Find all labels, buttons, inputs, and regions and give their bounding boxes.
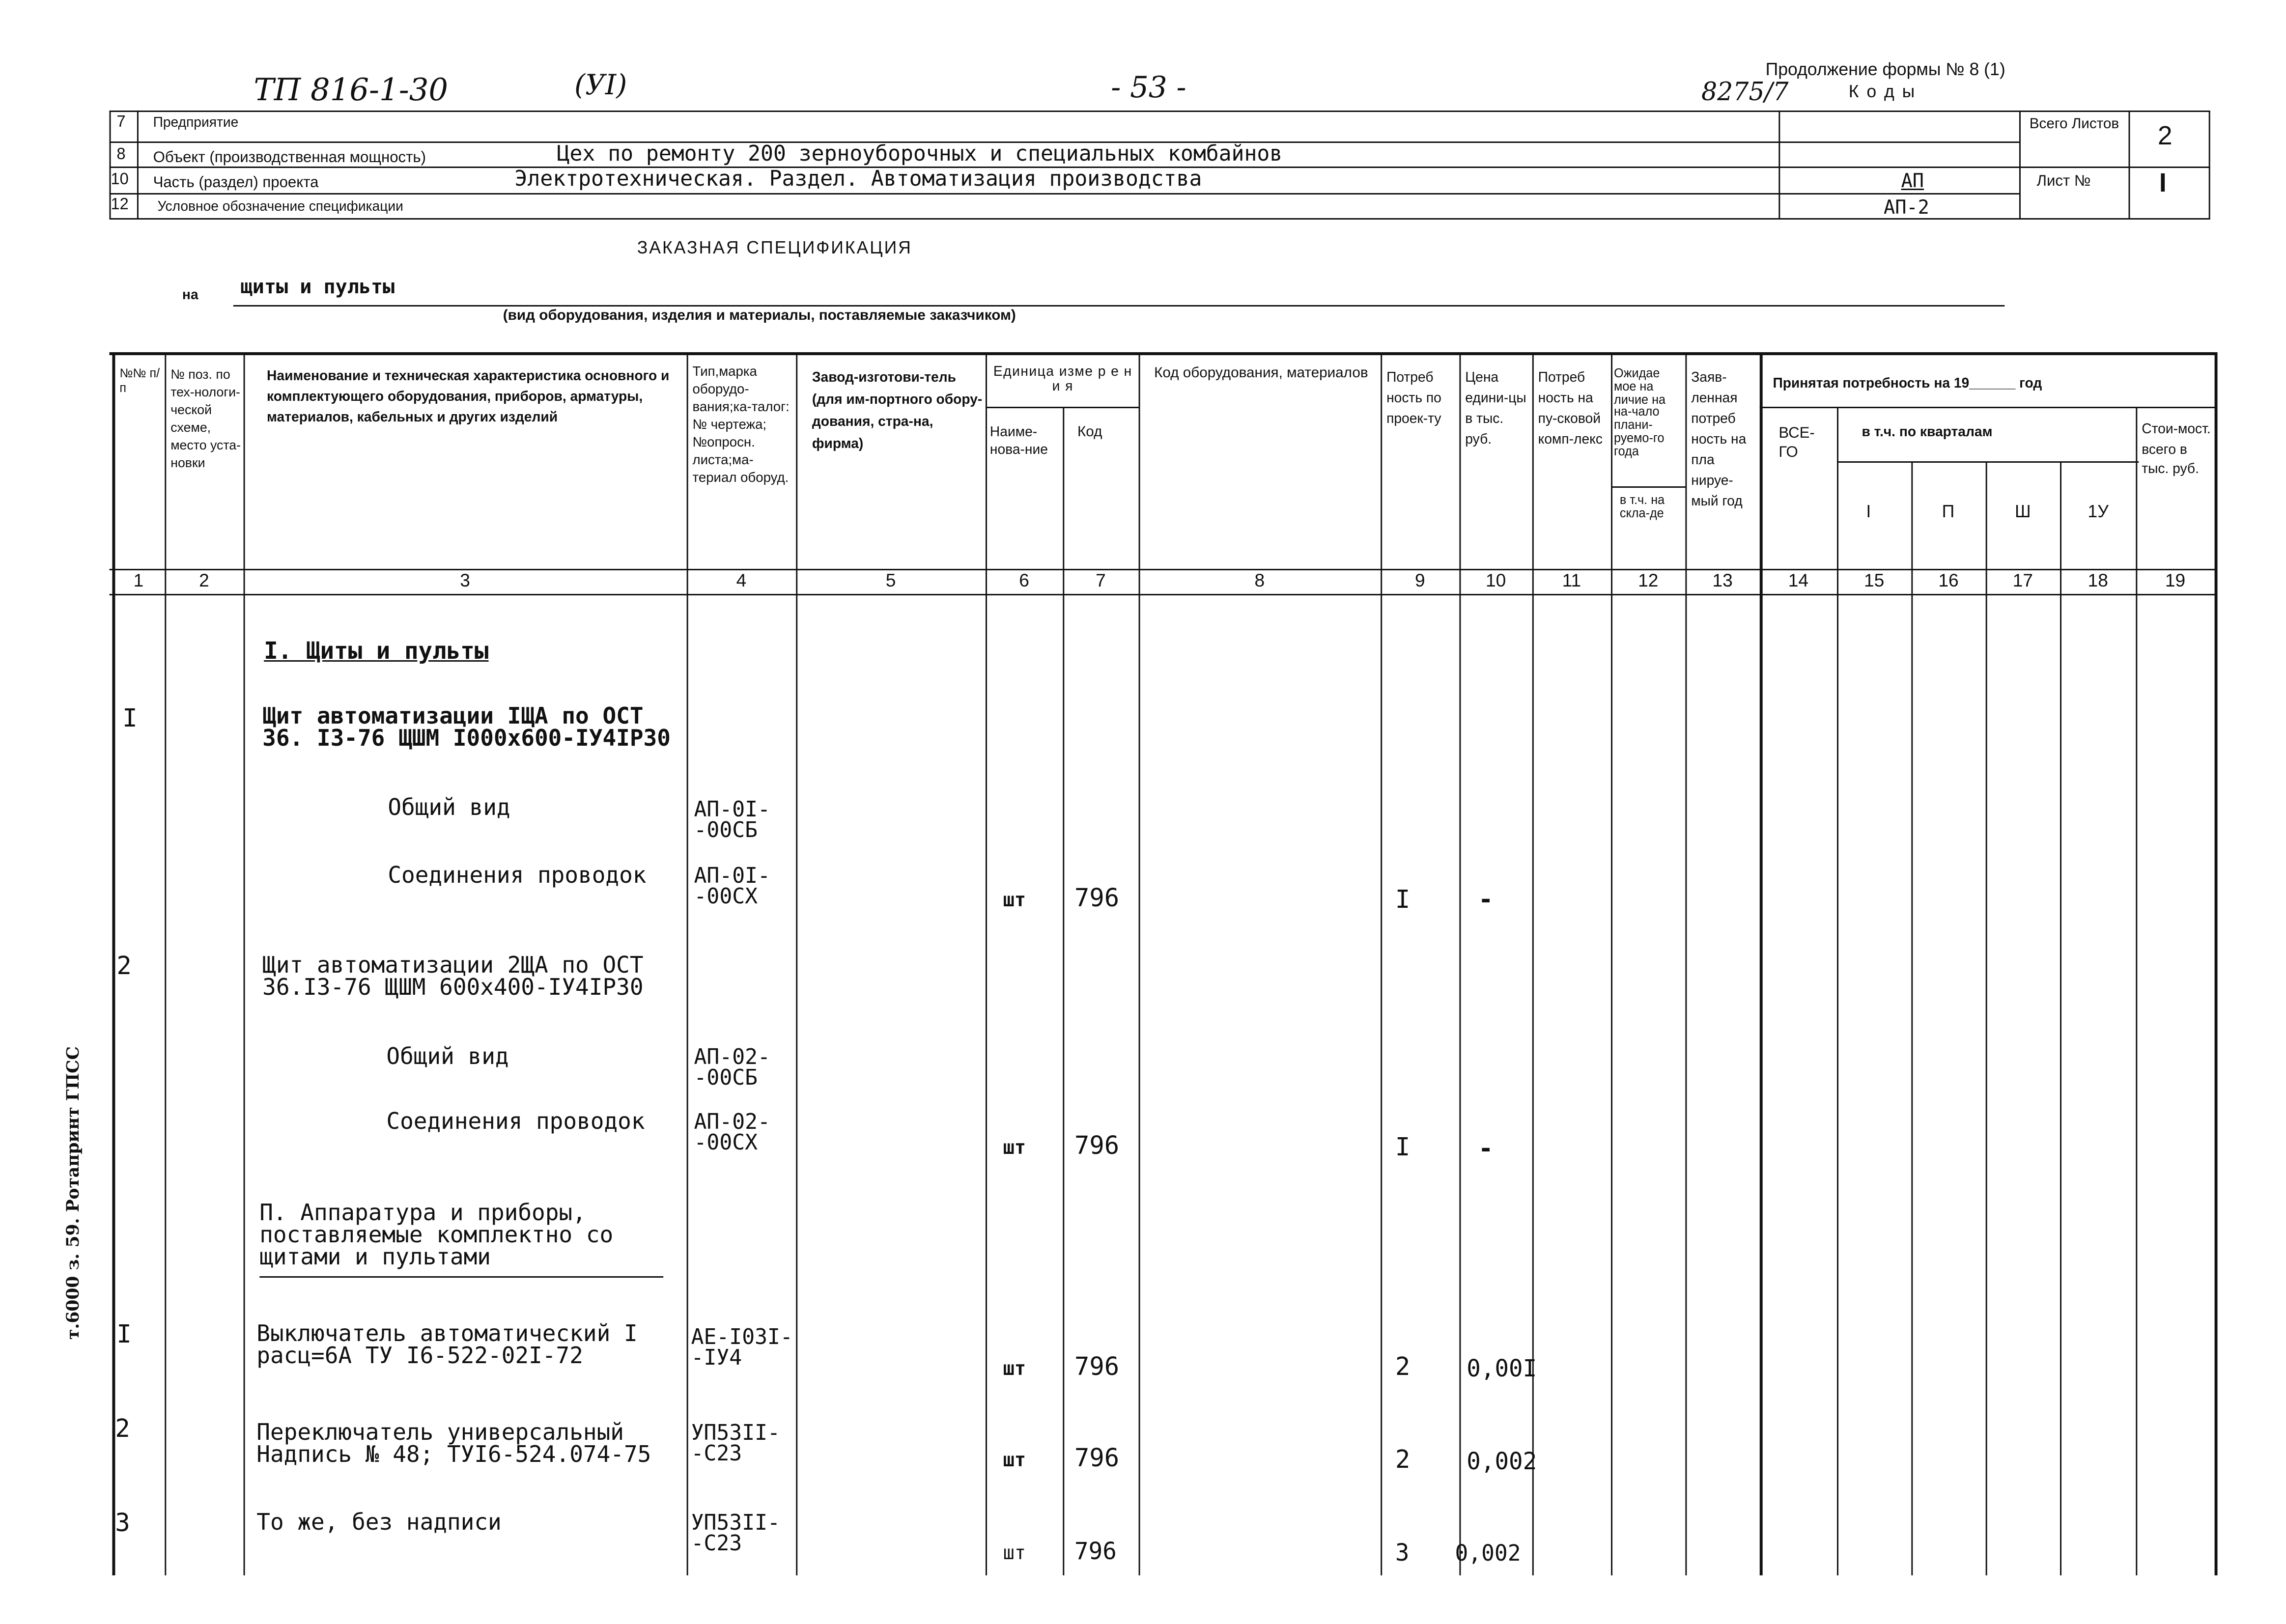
spec-subtitle: (вид оборудования, изделия и материалы, поставляемые заказчиком) [503, 308, 1016, 324]
sheet-number-value: I [2159, 168, 2167, 197]
item-name: Щит автоматизации IЩА по ОСТ 36. I3-76 ЩШМ I000x600-IУ4IP30 [262, 703, 671, 752]
demand-qty: I [1395, 886, 1411, 915]
col-header-unit-code: Код [1077, 424, 1102, 441]
total-sheets-value: 2 [2157, 121, 2173, 150]
code-spec: АП-2 [1883, 197, 1929, 220]
column-number: 9 [1414, 570, 1425, 591]
item-type: АП-0I- -00СБ [694, 799, 770, 843]
column-number: 17 [2012, 570, 2033, 591]
col-header-type: Тип,марка оборудо-вания;ка-талог: № чертежа; №опросн. листа;ма-териал оборуд. [692, 364, 790, 485]
volume-label: (УI) [574, 69, 627, 102]
column-number: 16 [1938, 570, 1959, 591]
sheet-number-label: Лист № [2036, 172, 2091, 190]
inventory-number: 8275/7 [1701, 78, 1789, 108]
item-subname: Общий вид [388, 794, 510, 821]
col-header-equipment-code: Код оборудования, материалов [1154, 365, 1368, 382]
enterprise-label: Предприятие [153, 115, 239, 131]
item-type: АП-0I- -00СХ [694, 865, 770, 909]
item-name: Выключатель автоматический I расц=6А ТУ I6-522-02I-72 [256, 1320, 638, 1369]
project-part-label: Часть (раздел) проекта [153, 174, 319, 192]
title-row-num: 8 [116, 146, 126, 164]
item-type: УП53II- -С23 [691, 1422, 780, 1466]
col-header-demand: Потреб ность по проек-ту [1386, 370, 1441, 427]
title-row-num: 7 [116, 113, 126, 131]
row-number: I [122, 704, 138, 734]
page-number: - 53 - [1111, 69, 1186, 105]
unit-name: шт [1003, 1543, 1026, 1565]
column-number: 7 [1096, 570, 1106, 591]
col-header-unit: Единица изме р е н и я [993, 364, 1132, 395]
column-number: 1 [133, 570, 144, 591]
unit-name: шт [1003, 1450, 1026, 1472]
row-number: 2 [115, 1415, 130, 1444]
col-header-in-warehouse: в т.ч. на скла-де [1619, 492, 1665, 520]
object-label: Объект (производственная мощность) [153, 149, 426, 167]
object-value: Цех по ремонту 200 зерноуборочных и специальных комбайнов [557, 143, 1283, 167]
col-header-q1: I [1866, 501, 1871, 522]
col-header-by-quarters: в т.ч. по кварталам [1862, 424, 1993, 441]
column-number: 13 [1712, 570, 1733, 591]
col-header-price: Цена едини-цы в тыс. руб. [1465, 370, 1526, 448]
col-header-position: № поз. по тех-нологи-ческой схеме, место уста-новки [170, 367, 241, 470]
section-heading: I. Щиты и пульты [264, 637, 489, 665]
col-header-cost: Стои-мост. всего в тыс. руб. [2142, 421, 2211, 477]
col-header-total: ВСЕ-ГО [1778, 424, 1815, 461]
col-header-q2: П [1942, 501, 1955, 522]
unit-price: 0,002 [1467, 1447, 1537, 1475]
col-header-expected-stock: Ожидае мое на личие на на-чало плани-руемо-го года [1613, 365, 1666, 458]
spec-equipment-type: щиты и пульты [240, 276, 395, 299]
column-number: 12 [1638, 570, 1659, 591]
unit-name: шт [1003, 1138, 1026, 1160]
col-header-startup-demand: Потреб ность на пу-сковой комп-лекс [1538, 370, 1603, 448]
item-subname: Общий вид [386, 1043, 509, 1070]
item-name: Переключатель универсальный Надпись № 48; ТУI6-524.074-75 [256, 1419, 651, 1468]
row-number: 2 [116, 952, 132, 981]
continuation-label: Продолжение формы № 8 (1) [1765, 59, 2005, 80]
col-header-accepted-demand: Принятая потребность на 19______ год [1773, 376, 2042, 392]
unit-code: 796 [1074, 1353, 1120, 1382]
unit-code: 796 [1074, 884, 1120, 914]
column-number: 4 [736, 570, 747, 591]
unit-price: - [1478, 1135, 1494, 1164]
column-number: 18 [2088, 570, 2108, 591]
column-number: 8 [1254, 570, 1265, 591]
side-stamp: т.6000 з. 59. Ротапринт ГПСС [62, 1046, 84, 1340]
column-number: 3 [460, 570, 470, 591]
item-type: АП-02- -00СБ [694, 1046, 770, 1091]
row-number: 3 [115, 1509, 130, 1539]
title-row-num: 12 [111, 196, 129, 214]
section-heading: П. Аппаратура и приборы, поставляемые комплектно со щитами и пультами [259, 1200, 614, 1270]
column-number: 5 [885, 570, 896, 591]
col-header-q4: 1У [2088, 501, 2109, 522]
unit-code: 796 [1074, 1444, 1120, 1474]
col-header-declared-demand: Заяв-ленная потреб ность на пла нируе-мый год [1691, 370, 1747, 510]
column-number: 11 [1562, 570, 1581, 591]
column-number: 2 [199, 570, 209, 591]
col-header-name: Наименование и техническая характеристика основного и комплектующего оборудования, приборов, арматуры, материалов, кабельных и других изделий [267, 368, 670, 426]
col-header-num: №№ п/п [119, 365, 160, 395]
unit-name: шт [1003, 1359, 1026, 1381]
spec-designation-label: Условное обозначение спецификации [157, 199, 403, 215]
project-part-value: Электротехническая. Раздел. Автоматизация производства [514, 168, 1202, 192]
item-name: Щит автоматизации 2ЩА по ОСТ 36.I3-76 ЩШМ 600x400-IУ4IP30 [262, 952, 644, 1001]
item-type: УП53II- -С23 [691, 1512, 780, 1556]
column-number: 15 [1864, 570, 1885, 591]
item-subname: Соединения проводок [386, 1108, 645, 1135]
demand-qty: I [1395, 1133, 1411, 1163]
codes-label: К о д ы [1848, 81, 1917, 102]
spec-title: ЗАКАЗНАЯ СПЕЦИФИКАЦИЯ [637, 237, 912, 258]
unit-price: - [1478, 886, 1494, 915]
column-number: 10 [1485, 570, 1506, 591]
demand-qty: 2 [1395, 1353, 1411, 1382]
column-number: 6 [1019, 570, 1029, 591]
title-row-num: 10 [111, 171, 129, 189]
demand-qty: 2 [1395, 1446, 1411, 1475]
item-name: То же, без надписи [256, 1509, 502, 1536]
demand-qty: 3 [1395, 1539, 1410, 1567]
column-number: 19 [2165, 570, 2186, 591]
unit-price: 0,002 [1455, 1540, 1521, 1567]
item-subname: Соединения проводок [388, 862, 647, 889]
unit-code: 796 [1074, 1132, 1120, 1161]
col-header-q3: Ш [2015, 501, 2031, 522]
code-part: АП [1901, 171, 1924, 193]
total-sheets-label: Всего Листов [2029, 116, 2119, 133]
row-number: I [116, 1320, 132, 1350]
spec-on-label: на [182, 287, 198, 304]
column-number: 14 [1788, 570, 1809, 591]
item-type: АЕ-I03I- -IУ4 [691, 1326, 793, 1371]
item-type: АП-02- -00СХ [694, 1111, 770, 1155]
unit-price: 0,00I [1467, 1354, 1537, 1382]
col-header-unit-name: Наиме-нова-ние [989, 424, 1048, 458]
unit-code: 796 [1074, 1537, 1117, 1565]
unit-name: шт [1003, 890, 1026, 912]
col-header-manufacturer: Завод-изготови-тель (для им-портного обору-дования, стра-на, фирма) [812, 370, 983, 452]
doc-code: ТП 816-1-30 [254, 72, 449, 108]
